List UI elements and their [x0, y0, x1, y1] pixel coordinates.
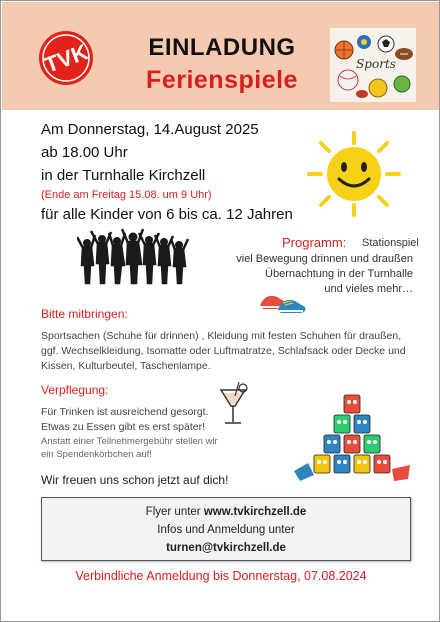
flyer-prefix: Flyer unter — [145, 506, 204, 518]
bring-line: ggf. Wechselkleidung, Isomatte oder Luftmatratze, Schlafsack oder Decke und — [41, 345, 406, 357]
event-time: ab 18.00 Uhr — [41, 144, 128, 161]
closing-line: Wir freuen uns schon jetzt auf dich! — [41, 473, 229, 487]
registration-deadline: Verbindliche Anmeldung bis Donnerstag, 07.08.2024 — [75, 569, 367, 583]
program-heading: Programm: — [282, 235, 347, 250]
smiling-sun-image — [299, 129, 409, 219]
donation-note: ein Spendenkörbchen auf! — [41, 449, 152, 460]
flyer-line — [42, 503, 410, 521]
food-line: Für Trinken ist ausreichend gesorgt. — [41, 406, 209, 418]
donation-note: Anstatt einer Teilnehmergebühr stellen wir — [41, 436, 218, 447]
event-location: in der Turnhalle Kirchzell — [41, 167, 206, 184]
page-title: EINLADUNG — [148, 34, 296, 61]
food-line: Etwas zu Essen gibt es erst später! — [41, 421, 205, 433]
dancing-people-silhouette — [77, 227, 189, 285]
sports-label: Sports — [356, 57, 396, 71]
bring-line: Sportsachen (Schuhe für drinnen) , Kleidung mit festen Schuhen für draußen, — [41, 330, 402, 342]
event-date: Am Donnerstag, 14.August 2025 — [41, 121, 259, 138]
page-subtitle: Ferienspiele — [146, 66, 298, 94]
bring-line: Kissen, Kulturbeutel, Taschenlampe. — [41, 360, 211, 372]
flyer-url-link[interactable]: www.tvkirchzell.de — [203, 506, 307, 518]
program-item: Stationspiel — [362, 237, 419, 249]
bring-list — [41, 329, 411, 374]
header-band — [2, 2, 439, 110]
bring-heading: Bitte mitbringen: — [41, 307, 128, 321]
event-audience: für alle Kinder von 6 bis ca. 12 Jahren — [41, 206, 293, 223]
event-end-note: (Ende am Freitag 15.08. um 9 Uhr) — [41, 189, 212, 201]
sneakers-image — [257, 287, 311, 317]
program-item: und vieles mehr… — [324, 283, 413, 295]
info-box — [41, 497, 411, 561]
tvk-logo — [38, 30, 94, 86]
sports-balls-image — [330, 28, 416, 102]
registration-line: Infos und Anmeldung unter — [157, 524, 295, 536]
program-item: viel Bewegung drinnen und draußen — [236, 253, 413, 265]
email-link[interactable]: turnen@tvkirchzell.de — [166, 542, 286, 554]
program-item: Übernachtung in der Turnhalle — [265, 268, 413, 280]
food-heading: Verpflegung: — [41, 383, 109, 397]
logo-text: TVK — [41, 39, 92, 78]
tin-can-pyramid-image — [294, 391, 412, 483]
cocktail-glass-image — [215, 378, 251, 428]
